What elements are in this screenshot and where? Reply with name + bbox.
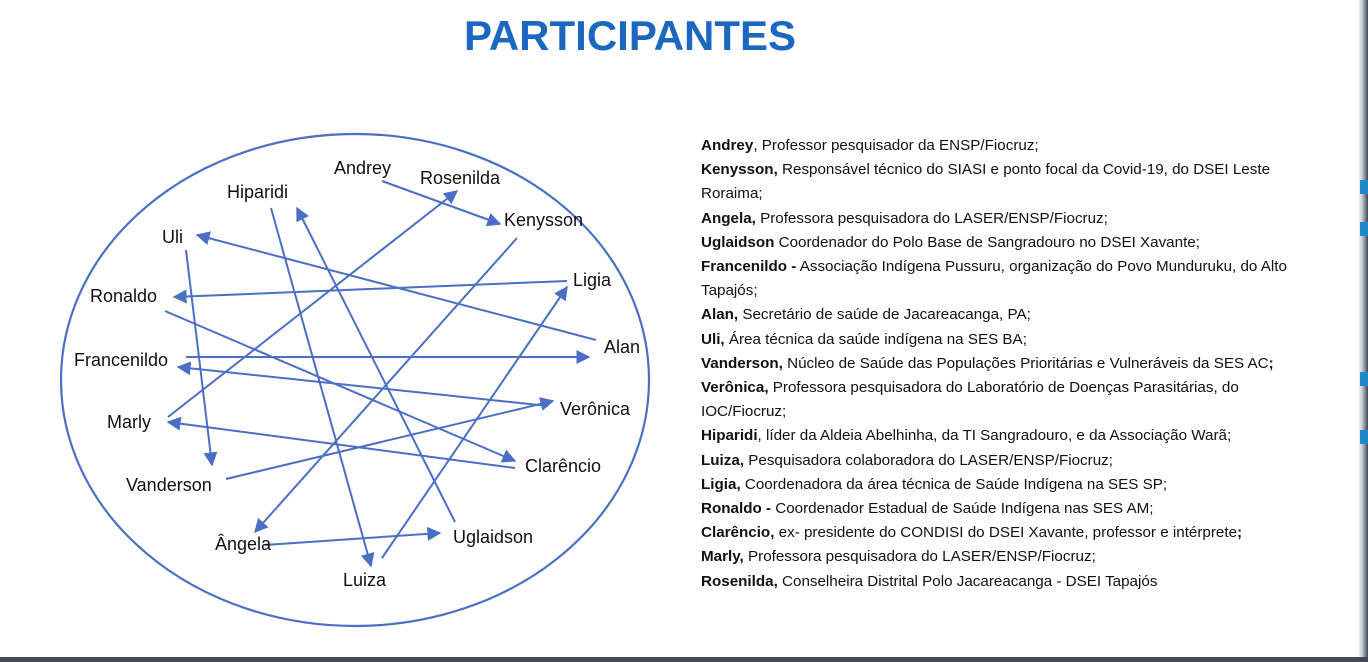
window-edge-strip bbox=[1358, 0, 1368, 662]
participant-role: Professora pesquisadora do LASER/ENSP/Fiocruz; bbox=[743, 548, 1096, 566]
description-item-angela bbox=[701, 207, 1326, 231]
participant-name: Vanderson, bbox=[701, 354, 783, 372]
participant-name: Ligia, bbox=[701, 475, 741, 493]
description-item-veronica bbox=[701, 376, 1326, 424]
node-label-kenysson: Kenysson bbox=[504, 210, 584, 230]
edge-blip bbox=[1360, 430, 1368, 444]
page-title: PARTICIPANTES bbox=[463, 12, 797, 59]
participant-name: Hiparidi bbox=[701, 427, 758, 445]
node-label-clarencio: Clarêncio bbox=[525, 456, 602, 476]
participant-role: Núcleo de Saúde das Populações Prioritárias e Vulneráveis da SES AC bbox=[782, 354, 1269, 372]
node-label-hiparidi: Hiparidi bbox=[227, 182, 289, 202]
description-item-francenildo bbox=[701, 255, 1326, 303]
description-item-andrey bbox=[701, 134, 1326, 158]
participant-role: Professora pesquisadora do LASER/ENSP/Fiocruz; bbox=[755, 209, 1108, 227]
participant-role: Associação Indígena Pussuru, organização do Povo Munduruku, do Alto Tapajós; bbox=[701, 258, 1287, 300]
node-label-ligia: Ligia bbox=[573, 270, 612, 290]
participant-name: Luiza, bbox=[701, 451, 745, 469]
participant-role: , líder da Aldeia Abelhinha, da TI Sangradouro, e da Associação Warã; bbox=[757, 427, 1232, 445]
edge-blip bbox=[1360, 180, 1368, 194]
description-item-alan bbox=[701, 303, 1326, 327]
participant-role: , Professor pesquisador da ENSP/Fiocruz; bbox=[753, 137, 1039, 154]
participant-name: Francenildo - bbox=[701, 258, 797, 276]
node-label-ronaldo: Ronaldo bbox=[90, 286, 158, 306]
participant-role: Conselheira Distrital Polo Jacareacanga - DSEI Tapajós bbox=[777, 572, 1158, 590]
participants-description-list bbox=[701, 134, 1326, 594]
participant-role: Responsável técnico do SIASI e ponto focal da Covid-19, do DSEI Leste Roraima; bbox=[701, 161, 1271, 203]
arrow-alan-to-uli bbox=[197, 235, 596, 340]
arrow-ligia-to-ronaldo bbox=[174, 281, 567, 297]
node-label-luiza: Luiza bbox=[343, 570, 387, 590]
description-item-uli bbox=[701, 328, 1326, 352]
arrow-luiza-to-ligia bbox=[382, 287, 567, 558]
description-item-marly bbox=[701, 545, 1326, 569]
node-label-veronica: Verônica bbox=[560, 399, 631, 419]
description-item-ligia bbox=[701, 473, 1326, 497]
description-item-hiparidi bbox=[701, 424, 1326, 448]
participant-name: Kenysson, bbox=[701, 161, 778, 179]
edge-blip bbox=[1360, 222, 1368, 236]
participant-name: Rosenilda, bbox=[701, 572, 778, 590]
description-item-vanderson bbox=[701, 352, 1326, 376]
participant-role: Coordenadora da área técnica de Saúde Indígena na SES SP; bbox=[740, 475, 1168, 493]
edge-blip bbox=[1360, 372, 1368, 386]
participant-name: Verônica, bbox=[701, 379, 769, 397]
description-item-luiza bbox=[701, 449, 1326, 473]
participant-role: Pesquisadora colaboradora do LASER/ENSP/Fiocruz; bbox=[744, 451, 1113, 469]
node-label-uli: Uli bbox=[162, 227, 183, 247]
bottom-bar bbox=[0, 657, 1368, 662]
description-item-kenysson bbox=[701, 158, 1326, 206]
participant-name: Clarêncio, bbox=[701, 524, 775, 542]
participant-name: Marly, bbox=[701, 548, 744, 566]
node-label-angela: Ângela bbox=[215, 534, 272, 554]
node-label-rosenilda: Rosenilda bbox=[420, 168, 501, 188]
node-label-uglaidson: Uglaidson bbox=[453, 527, 534, 547]
participant-name: Alan, bbox=[701, 306, 739, 324]
arrow-veronica-to-francenildo bbox=[178, 367, 548, 406]
participant-name: Uli, bbox=[701, 330, 725, 348]
participant-role: Secretário de saúde de Jacareacanga, PA; bbox=[738, 306, 1031, 324]
arrow-ronaldo-to-clarencio bbox=[165, 311, 515, 461]
participant-name: Angela, bbox=[701, 209, 756, 227]
arrow-hiparidi-to-luiza bbox=[271, 208, 371, 566]
node-label-marly: Marly bbox=[107, 412, 151, 432]
group-ellipse bbox=[61, 134, 649, 626]
node-label-francenildo: Francenildo bbox=[74, 350, 169, 370]
description-item-uglaidson bbox=[701, 231, 1326, 255]
description-item-ronaldo bbox=[701, 497, 1326, 521]
node-label-andrey: Andrey bbox=[334, 158, 392, 178]
participant-name: Uglaidson bbox=[701, 233, 775, 251]
participant-role: Professora pesquisadora do Laboratório de Doenças Parasitárias, do IOC/Fiocruz; bbox=[701, 379, 1239, 421]
node-label-vanderson: Vanderson bbox=[126, 475, 212, 495]
participant-name: Andrey bbox=[701, 137, 754, 154]
participant-role: Coordenador Estadual de Saúde Indígena nas SES AM; bbox=[771, 500, 1154, 518]
node-label-alan: Alan bbox=[604, 337, 641, 357]
participant-role: Coordenador do Polo Base de Sangradouro no DSEI Xavante; bbox=[774, 233, 1200, 251]
description-item-rosenilda bbox=[701, 570, 1326, 594]
participant-role: Área técnica da saúde indígena na SES BA; bbox=[724, 330, 1027, 348]
description-item-clarencio bbox=[701, 521, 1326, 545]
arrow-angela-to-uglaidson bbox=[265, 533, 440, 545]
arrow-marly-to-rosenilda bbox=[168, 191, 457, 417]
participant-role-tail: ; bbox=[1268, 354, 1274, 372]
participant-role-tail: ; bbox=[1237, 524, 1243, 542]
participant-name: Ronaldo - bbox=[701, 500, 772, 518]
participant-role: ex- presidente do CONDISI do DSEI Xavante, professor e intérprete bbox=[774, 524, 1238, 542]
